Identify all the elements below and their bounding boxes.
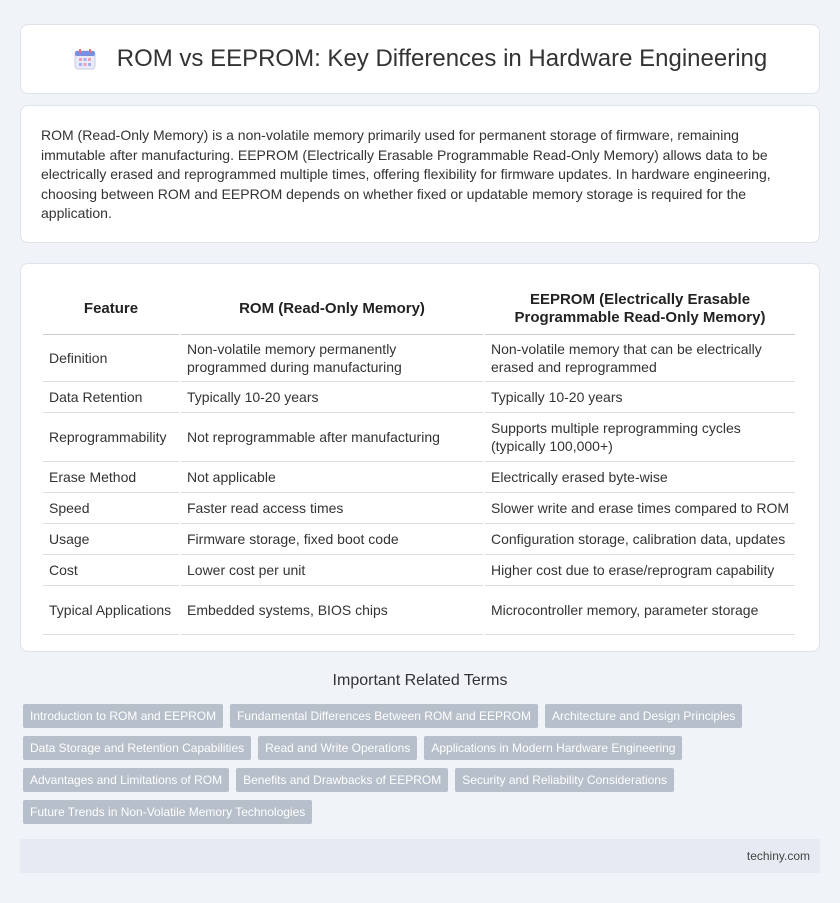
table-row [43,555,795,586]
related-term-tag[interactable]: Applications in Modern Hardware Engineering [424,736,682,760]
related-term-tag[interactable]: Fundamental Differences Between ROM and EEPROM [230,704,538,728]
feature-cell: Usage [43,524,179,555]
rom-cell: Firmware storage, fixed boot code [181,524,483,555]
table-row [43,462,795,493]
table-row [43,524,795,555]
related-term-tag[interactable]: Security and Reliability Considerations [455,768,674,792]
header-feature: Feature [43,284,179,335]
rom-cell: Typically 10-20 years [181,382,483,413]
eeprom-cell: Typically 10-20 years [485,382,795,413]
eeprom-cell: Configuration storage, calibration data, updates [485,524,795,555]
related-terms-title: Important Related Terms [332,672,508,689]
eeprom-cell: Microcontroller memory, parameter storage [485,586,795,635]
intro-card [20,105,820,243]
eeprom-cell: Supports multiple reprogramming cycles (typically 100,000+) [485,413,795,462]
eeprom-cell: Non-volatile memory that can be electrically erased and reprogrammed [485,335,795,382]
rom-cell: Not reprogrammable after manufacturing [181,413,483,462]
page-title: ROM vs EEPROM: Key Differences in Hardware Engineering [116,45,768,72]
intro-text: ROM (Read-Only Memory) is a non-volatile memory primarily used for permanent storage of firmware, remaining immutable after manufacturing. EEPROM (Electrically Erasable Programmable Read-Only Memory) allows data to be electrically erased and reprogrammed multiple times, offering flexibility for firmware updates. In hardware engineering, choosing between ROM and EEPROM depends on whether fixed or updatable memory storage is required for the application. [41,127,771,221]
related-terms-list [23,704,823,832]
calendar-icon [73,47,97,71]
eeprom-cell: Slower write and erase times compared to ROM [485,493,795,524]
rom-cell: Non-volatile memory permanently programmed during manufacturing [181,335,483,382]
feature-cell: Reprogrammability [43,413,179,462]
feature-cell: Speed [43,493,179,524]
comparison-card [20,263,820,652]
related-term-tag[interactable]: Architecture and Design Principles [545,704,742,728]
rom-cell: Not applicable [181,462,483,493]
related-term-tag[interactable]: Advantages and Limitations of ROM [23,768,229,792]
footer-site[interactable]: techiny.com [746,849,810,863]
table-row [43,586,795,635]
rom-cell: Embedded systems, BIOS chips [181,586,483,635]
related-term-tag[interactable]: Future Trends in Non-Volatile Memory Technologies [23,800,312,824]
feature-cell: Cost [43,555,179,586]
footer [20,839,820,873]
feature-cell: Erase Method [43,462,179,493]
table-row [43,335,795,382]
related-term-tag[interactable]: Introduction to ROM and EEPROM [23,704,223,728]
table-row [43,382,795,413]
feature-cell: Data Retention [43,382,179,413]
rom-cell: Lower cost per unit [181,555,483,586]
eeprom-cell: Higher cost due to erase/reprogram capability [485,555,795,586]
table-row [43,493,795,524]
related-term-tag[interactable]: Benefits and Drawbacks of EEPROM [236,768,448,792]
related-term-tag[interactable]: Read and Write Operations [258,736,417,760]
comparison-table [41,284,797,635]
header-rom: ROM (Read-Only Memory) [181,284,483,335]
related-term-tag[interactable]: Data Storage and Retention Capabilities [23,736,251,760]
feature-cell: Typical Applications [43,586,179,635]
rom-cell: Faster read access times [181,493,483,524]
table-row [43,413,795,462]
feature-cell: Definition [43,335,179,382]
header-eeprom: EEPROM (Electrically Erasable Programmable Read-Only Memory) [485,284,795,335]
eeprom-cell: Electrically erased byte-wise [485,462,795,493]
header-card [20,24,820,94]
